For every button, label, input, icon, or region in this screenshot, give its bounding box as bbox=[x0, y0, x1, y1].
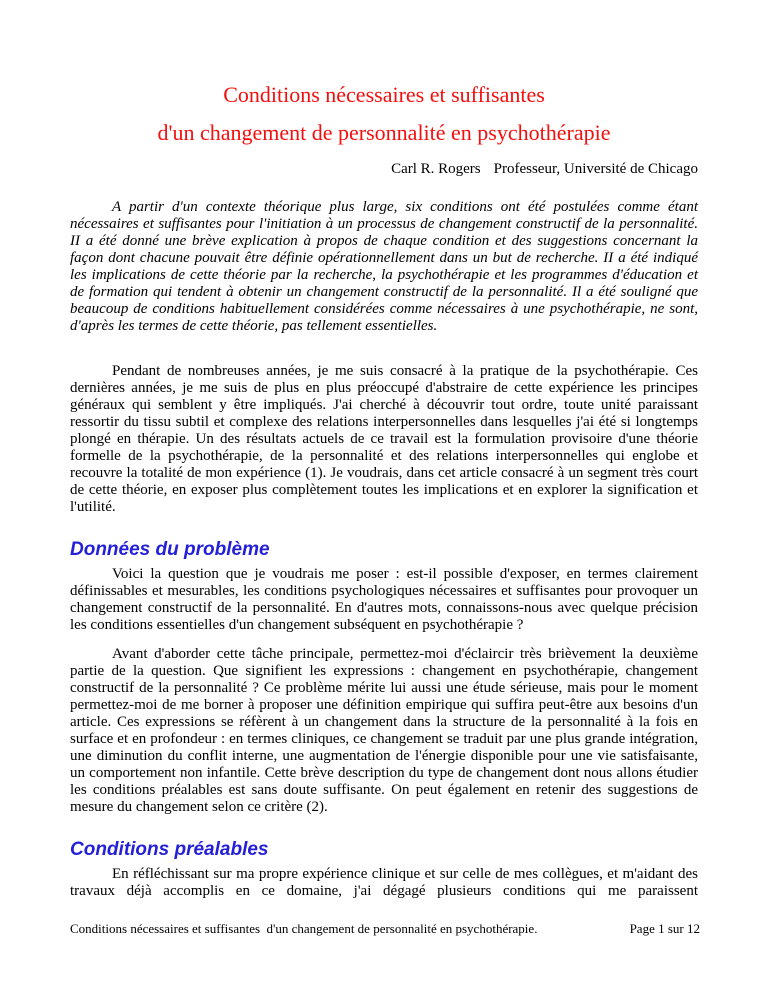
footer-page-number: Page 1 sur 12 bbox=[629, 921, 700, 936]
author-name: Carl R. Rogers bbox=[391, 161, 481, 177]
section-heading-conditions-prealables: Conditions préalables bbox=[70, 839, 269, 860]
footer-document-title: Conditions nécessaires et suffisantes d'un changement de personnalité en psychothérapie. bbox=[70, 921, 538, 936]
section-paragraph-question: Voici la question que je voudrais me poser : est-il possible d'exposer, en termes clairement définissables et mesurables, les conditions psychologiques nécessaires et suffisantes pour provoquer un changement constructif de la personnalité. En d'autres mots, connaissons-nous avec quelque précision les conditions essentielles d'un changement subséquent en psychothérapie ? bbox=[70, 566, 698, 633]
author-line bbox=[70, 161, 698, 178]
document-title-line1: Conditions nécessaires et suffisantes bbox=[223, 82, 545, 107]
intro-paragraph: Pendant de nombreuses années, je me suis consacré à la pratique de la psychothérapie. Ces dernières années, je me suis de plus en plus préoccupé d'abstraire de cette expérience les principes généraux qui semblent y être impliqués. J'ai cherché à découvrir tout ordre, toute unité paraissant ressortir du tissu subtil et complexe des relations interpersonnelles dans lesquelles j'ai été si longtemps plongé en thérapie. Un des résultats actuels de ce travail est la formulation provisoire d'une théorie formelle de la psychothérapie, de la personnalité et des relations interpersonnelles qui englobe et recouvre la totalité de mon expérience (1). Je voudrais, dans cet article consacré à un segment très court de cette théorie, en exposer plus complètement toutes les implications et en explorer la signification et l'utilité. bbox=[70, 363, 698, 515]
document-title bbox=[70, 84, 698, 144]
author-affiliation: Professeur, Université de Chicago bbox=[493, 161, 698, 177]
abstract-paragraph: A partir d'un contexte théorique plus large, six conditions ont été postulées comme étant nécessaires et suffisantes pour l'initiation à un processus de changement constructif de la personnalité. II a été donné une brève explication à propos de chaque condition et des suggestions concernant la façon dont chacune pouvait être définie opérationnellement dans un but de recherche. II a été indiqué les implications de cette théorie par la recherche, la psychothérapie et les programmes d'éducation et de formation qui tendent à obtenir un changement constructif de la personnalité. Il a été souligné que beaucoup de conditions habituellement considérées comme nécessaires à une psychothérapie, ne sont, d'après les termes de cette théorie, pas tellement essentielles. bbox=[70, 199, 698, 334]
section-paragraph-reflexion: En réfléchissant sur ma propre expérience clinique et sur celle de mes collègues, et m'aidant des travaux déjà accomplis en ce domaine, j'ai dégagé plusieurs conditions qui me paraissent bbox=[70, 866, 698, 899]
section-heading-donnees-du-probleme: Données du problème bbox=[70, 539, 270, 560]
section-paragraph-definition: Avant d'aborder cette tâche principale, permettez-moi d'éclaircir très brièvement la deuxième partie de la question. Que signifient les expressions : changement en psychothérapie, changement constructif de la personnalité ? Ce problème mérite lui aussi une étude sérieuse, mais pour le moment permettez-moi de me borner à proposer une définition empirique qui suffira peut-être aux besoins d'un article. Ces expressions se réfèrent à un changement dans la structure de la personnalité à la fois en surface et en profondeur : en termes cliniques, ce changement se traduit par une plus grande intégration, une diminution du conflit interne, une augmentation de l'énergie disponible pour une vie satisfaisante, un comportement non infantile. Cette brève description du type de changement dont nous allons étudier les conditions préalables est sans doute suffisante. On peut également en retenir des suggestions de mesure du changement selon ce critère (2). bbox=[70, 646, 698, 815]
document-title-line2: d'un changement de personnalité en psychothérapie bbox=[157, 120, 611, 145]
document-content bbox=[0, 84, 768, 900]
page-footer bbox=[70, 921, 700, 936]
